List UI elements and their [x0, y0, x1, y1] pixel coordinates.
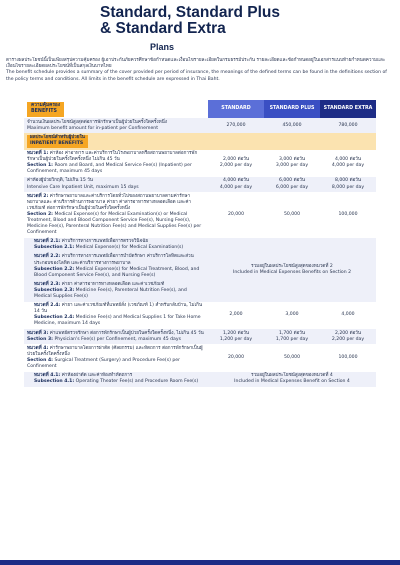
- section2-label: [24, 192, 208, 238]
- benefit-table: [24, 100, 376, 387]
- s23-th-head: หมวดที่ 2.3:: [34, 281, 61, 287]
- icu-label: [24, 177, 208, 192]
- s3-plus: [264, 329, 320, 344]
- s1-v1a: 2,000 ต่อวัน: [222, 157, 250, 163]
- intro-thai: ตารางผลประโยชน์นี้เป็นเพียงสรุปความคุ้มครอง ผู้เอาประกันภัยควรศึกษาข้อกำหนดและเงื่อนไขรายละเอียดในกรมธรรม์ประกัน รายละเอียดและข้อกำหนดอยู่ในเอกสารแนบท้ายกำหนดความและเงื่อนไขรายละเอียดผลประโยชน์ที่เป็นสกุลเงินบาทไทย: [6, 58, 386, 70]
- page-title: [100, 5, 340, 37]
- page-header: [0, 0, 400, 64]
- s1-v3b: 4,000 per day: [331, 163, 365, 169]
- icu-v3a: 8,000 ต่อวัน: [334, 178, 362, 184]
- max-benefit-label: [24, 118, 208, 133]
- icu-v2b: 6,000 per day: [275, 184, 309, 190]
- s3-standard: [208, 329, 264, 344]
- section2-th-head: หมวดที่ 2:: [27, 193, 49, 199]
- s41-merged-th: รวมอยู่ในผลประโยชน์สูงสุดของหมวดที่ 4: [251, 373, 333, 379]
- benefits-header-cell: [24, 100, 208, 118]
- s3-v3b: 2,200 per day: [331, 336, 365, 342]
- icu-plus: [264, 177, 320, 192]
- table-row: [24, 344, 376, 371]
- table-row: [24, 177, 376, 192]
- s1-v1b: 2,000 per day: [219, 163, 253, 169]
- s21-th-head: หมวดที่ 2.1:: [34, 239, 61, 245]
- section2-extra: 100,000: [320, 192, 376, 238]
- max-standard: 270,000: [208, 118, 264, 133]
- s41-en: Operating Theater Fee(s) and Procedure Room Fee(s): [74, 379, 199, 385]
- s41-merged-en: Included in Medical Expenses Benefit on Section 4: [234, 379, 350, 385]
- s24-plus: 3,000: [264, 302, 320, 329]
- s24-en-head: Subsection 2.4:: [34, 315, 75, 321]
- max-benefit-en: Maximum benefit amount for in-patient per Confinement: [27, 125, 159, 131]
- s24-th-head: หมวดที่ 2.4:: [34, 303, 61, 309]
- section2-included-note: [208, 238, 376, 302]
- section1-th: ค่าห้อง ค่าอาหาร และค่าบริการในโรงพยาบาลหรือสถานพยาบาลต่อการพักรักษาเป็นผู้ป่วยในครั้งใดครั้งหนึ่ง ไม่เกิน 45 วัน: [27, 151, 198, 163]
- section1-label: [24, 150, 208, 177]
- section-header-row: [24, 133, 376, 149]
- section2-plus: 50,000: [264, 192, 320, 238]
- section4-label: [24, 344, 208, 371]
- title-line-2: & Standard Extra: [100, 20, 226, 37]
- footer-bar: [0, 560, 400, 565]
- s3-v2b: 1,700 per day: [275, 336, 309, 342]
- icu-th: ค่าห้องผู้ป่วยวิกฤติ, ไม่เกิน 15 วัน: [27, 178, 93, 184]
- section2-en-head: Section 2:: [27, 211, 53, 217]
- section1-plus: [264, 150, 320, 177]
- inpatient-section-tag: [27, 135, 88, 148]
- col-standard-extra: STANDARD EXTRA: [320, 100, 376, 118]
- s23-en: Medicine Fee(s), Parenteral Nutrition Fee(s), and Medical Supplies Fee(s): [34, 287, 187, 300]
- benefits-header-th: ความคุ้มครอง: [31, 103, 61, 108]
- s4-plus: 50,000: [264, 344, 320, 371]
- table-row: [24, 150, 376, 177]
- s3-v3a: 2,200 ต่อวัน: [334, 330, 362, 336]
- subsection22-label: [24, 253, 208, 280]
- table-row: [24, 238, 376, 253]
- table-row: [24, 192, 376, 238]
- table-header-row: [24, 100, 376, 118]
- section2-en: Medical Expense(s) for Medical Examination(s) or Medical Treatment, Blood and Blood Component Service Fee(s), Nursing Fee(s), Medicine Fee(s), Parenteral Nutrition Fee(s) and Medical Supplies Fee(s) per Confinement: [27, 211, 202, 236]
- section2-standard: 20,000: [208, 192, 264, 238]
- s1-v2a: 3,000 ต่อวัน: [278, 157, 306, 163]
- icu-v1a: 4,000 ต่อวัน: [222, 178, 250, 184]
- icu-v2a: 6,000 ต่อวัน: [278, 178, 306, 184]
- subsection21-label: [24, 238, 208, 253]
- s3-en-head: Section 3:: [27, 336, 53, 342]
- table-row: [24, 329, 376, 344]
- icu-en: Intensive Care Inpatient Unit, maximum 15 days: [27, 184, 139, 190]
- s24-extra: 4,000: [320, 302, 376, 329]
- section2-th: ค่ารักษาพยาบาลและค่าบริการโดยทั่วไปของสถานพยาบาลตามค่ารักษาพยาบาลและ ค่าบริการด้านการพยาบาล ค่ายา ค่าสารอาหารทางหลอดเลือด และค่าเวชภัณฑ์ ต่อการพักรักษาเป็นผู้ป่วยในครั้งใดครั้งหนึ่ง: [27, 193, 191, 211]
- table-row: [24, 372, 376, 387]
- page-subtitle: Plans: [150, 42, 175, 52]
- s23-th: ค่ายา ค่าสารอาหารทางหลอดเลือด และค่าเวชภัณฑ์: [60, 281, 165, 287]
- subsection23-label: [24, 280, 208, 301]
- icu-v3b: 8,000 per day: [331, 184, 365, 190]
- s3-v2a: 1,700 ต่อวัน: [278, 330, 306, 336]
- s41-th-head: หมวดที่ 4.1:: [34, 373, 61, 379]
- max-plus: 450,000: [264, 118, 320, 133]
- s1-v2b: 3,000 per day: [275, 163, 309, 169]
- s21-th: ค่าบริการทางการแพทย์เพื่อการตรวจวินิจฉัย: [60, 239, 149, 245]
- s41-th: ค่าห้องผ่าตัด และค่าห้องทำหัตถการ: [60, 373, 133, 379]
- section1-extra: [320, 150, 376, 177]
- s24-standard: 2,000: [208, 302, 264, 329]
- s22-th: ค่าบริการทางการแพทย์เพื่อการบำบัดรักษา ค่าบริการโลหิตและส่วนประกอบของโลหิต และค่าบริการทางการพยาบาล: [34, 254, 194, 266]
- s3-v1a: 1,200 ต่อวัน: [222, 330, 250, 336]
- s22-en-head: Subsection 2.2:: [34, 266, 75, 272]
- subsection41-label: [24, 372, 208, 387]
- s3-v1b: 1,200 per day: [219, 336, 253, 342]
- s3-extra: [320, 329, 376, 344]
- icu-extra: [320, 177, 376, 192]
- s4-th-head: หมวดที่ 4:: [27, 345, 49, 351]
- s21-en: Medical Expense(s) for Medical Examination(s): [74, 245, 184, 251]
- s4-th: ค่ารักษาพยาบาลโดยการผ่าตัด (ศัลยกรรม) และหัตถการ ต่อการพักรักษาเป็นผู้ป่วยในครั้งใดครั้งหนึ่ง: [27, 345, 203, 357]
- s24-th: ค่ายา และค่าเวชภัณฑ์ที่แพทย์สั่ง (เวชภัณฑ์ 1) สำหรับกลับบ้าน, ไม่เกิน 14 วัน: [34, 303, 203, 315]
- s41-en-head: Subsection 4.1:: [34, 379, 75, 385]
- inpatient-section-header: [24, 133, 376, 149]
- col-standard: STANDARD: [208, 100, 264, 118]
- section-en: INPATIENT BENEFITS: [30, 141, 84, 147]
- s22-th-head: หมวดที่ 2.2:: [34, 254, 61, 260]
- benefits-header-en: BENEFITS: [31, 109, 58, 115]
- s3-th: ค่าแพทย์ตรวจรักษา ต่อการพักรักษาเป็นผู้ป่วยในครั้งใดครั้งหนึ่ง, ไม่เกิน 45 วัน: [48, 330, 204, 336]
- section1-standard: [208, 150, 264, 177]
- intro-english: The benefit schedule provides a summary of the cover provided per period of insurance, the meanings of the defined terms can be found in the definitions section of the policy terms and conditions. All limits in the benefit schedule are expressed in Thai Baht.: [6, 70, 387, 82]
- section4-included-note: [208, 372, 376, 387]
- col-standard-plus: STANDARD PLUS: [264, 100, 320, 118]
- s4-extra: 100,000: [320, 344, 376, 371]
- s21-en-head: Subsection 2.1:: [34, 245, 75, 251]
- s3-en: Physician's Fee(s) per Confinement, maximum 45 days: [52, 336, 181, 342]
- intro-text: [6, 58, 394, 83]
- table-row: [24, 118, 376, 133]
- s1-v3a: 4,000 ต่อวัน: [334, 157, 362, 163]
- s22-en: Medical Expense(s) for Medical Treatment, Blood, and Blood Component Service Fee(s), and Nursing Fee(s): [34, 266, 200, 278]
- s3-th-head: หมวดที่ 3:: [27, 330, 49, 336]
- max-benefit-th: จำนวนเงินผลประโยชน์สูงสุดต่อการพักรักษาเป็นผู้ป่วยในครั้งใดครั้งหนึ่ง: [27, 119, 168, 125]
- icu-standard: [208, 177, 264, 192]
- s2-merged-en: Included in Medical Expenses Benefits on Section 2: [232, 269, 352, 275]
- section1-th-head: หมวดที่ 1:: [27, 151, 49, 157]
- table-row: [24, 302, 376, 329]
- section3-label: [24, 329, 208, 344]
- section1-en: Room and Board, and Medical Service Fee(s) (Inpatient) per Confinement, maximum 45 days: [27, 163, 192, 175]
- title-line-1: Standard, Standard Plus: [100, 4, 281, 21]
- section1-en-head: Section 1:: [27, 163, 53, 169]
- section-th: ผลประโยชน์สำหรับผู้ป่วยใน: [30, 135, 85, 141]
- s23-en-head: Subsection 2.3:: [34, 287, 75, 293]
- s24-en: Medicine Fee(s) and Medical Supplies 1 for Take Home Medicine, maximum 14 days: [34, 315, 201, 327]
- s4-standard: 20,000: [208, 344, 264, 371]
- icu-v1b: 4,000 per day: [219, 184, 253, 190]
- s2-merged-th: รวมอยู่ในผลประโยชน์สูงสุดของหมวดที่ 2: [251, 263, 333, 269]
- benefits-header-label: [27, 102, 64, 117]
- s4-en-head: Section 4:: [27, 357, 53, 363]
- s4-en: Surgical Treatment (Surgery) and Procedure Fee(s) per Confinement: [27, 357, 180, 369]
- subsection24-label: [24, 302, 208, 329]
- max-extra: 780,000: [320, 118, 376, 133]
